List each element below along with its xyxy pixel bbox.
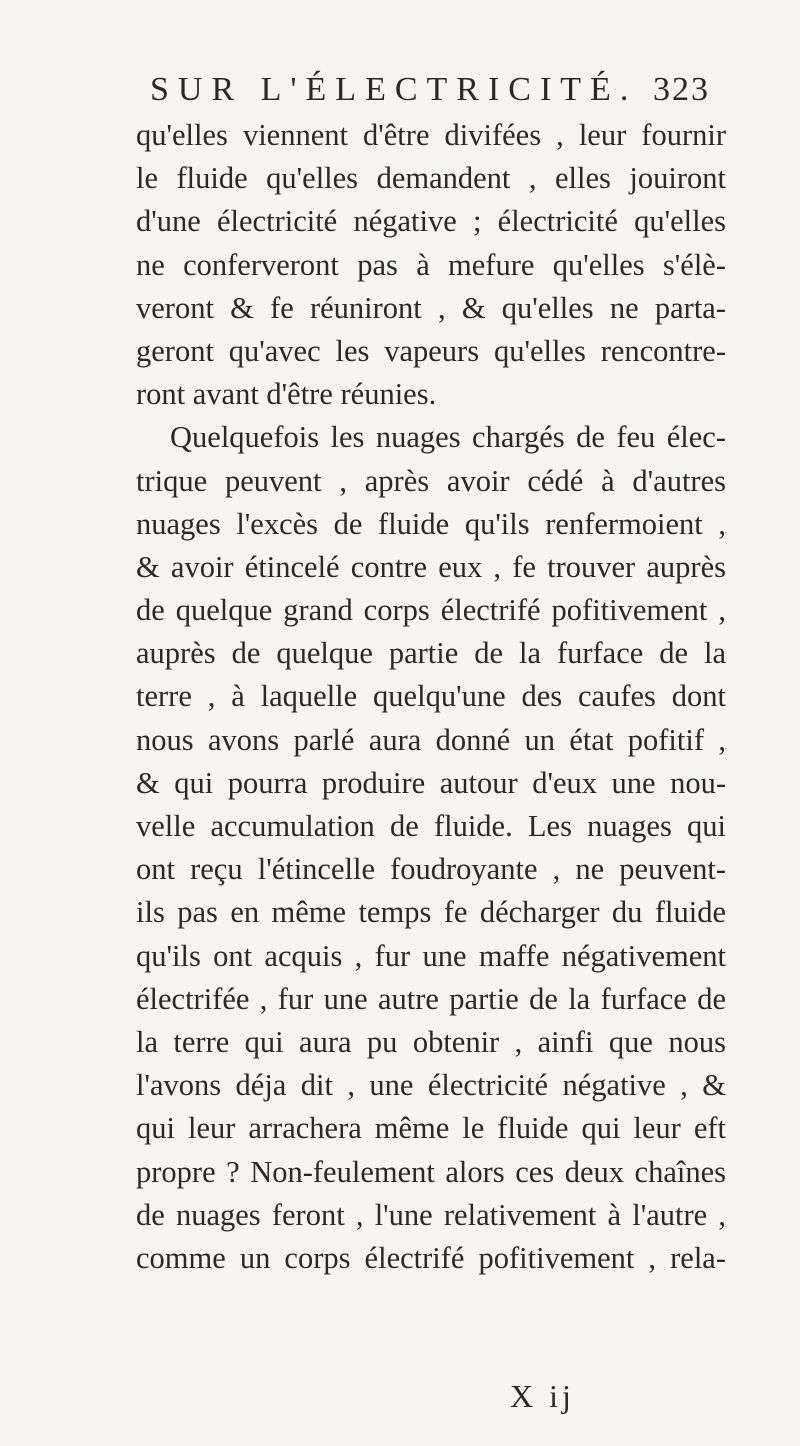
text-line: terre , à laquelle quelqu'une des caufes dont xyxy=(136,679,726,714)
text-line: ront avant d'être réunies. xyxy=(136,377,437,412)
body-text xyxy=(136,114,726,1280)
text-line: trique peuvent , après avoir cédé à d'autres xyxy=(136,463,726,498)
text-line: ne conferveront pas à mefure qu'elles s'élè- xyxy=(136,247,726,282)
text-line: qui leur arrachera même le fluide qui leur eft xyxy=(136,1111,726,1146)
text-line: qu'elles viennent d'être divifées , leur fournir xyxy=(136,118,726,152)
page-number: 323 xyxy=(653,71,710,108)
text-line: ils pas en même temps fe décharger du fluide xyxy=(136,895,726,930)
running-title: SUR L'ÉLECTRICITÉ. xyxy=(150,71,638,108)
text-line: d'une électricité négative ; électricité qu'elles xyxy=(136,204,726,239)
text-line: de nuages feront , l'une relativement à l'autre , xyxy=(136,1197,726,1232)
page-header xyxy=(150,68,710,118)
text-line: nous avons parlé aura donné un état pofitif , xyxy=(136,722,726,757)
text-line: comme un corps électrifé pofitivement , rela- xyxy=(136,1240,726,1275)
text-line: propre ? Non-feulement alors ces deux chaînes xyxy=(136,1154,726,1189)
signature-mark: X ij xyxy=(510,1378,575,1414)
text-line: auprès de quelque partie de la furface de la xyxy=(136,636,726,671)
text-line: veront & fe réuniront , & qu'elles ne parta- xyxy=(136,290,726,325)
text-line: velle accumulation de fluide. Les nuages qui xyxy=(136,809,726,843)
text-line: l'avons déja dit , une électricité négative , & xyxy=(136,1068,726,1103)
text-line: & avoir étincelé contre eux , fe trouver auprès xyxy=(136,549,726,584)
text-line: la terre qui aura pu obtenir , ainfi que nous xyxy=(136,1024,726,1059)
text-line: électrifée , fur une autre partie de la furface de xyxy=(136,981,726,1016)
text-line: ont reçu l'étincelle foudroyante , ne peuvent- xyxy=(136,852,726,887)
text-line: & qui pourra produire autour d'eux une nou- xyxy=(136,765,726,800)
text-line: Quelquefois les nuages chargés de feu élec- xyxy=(170,420,726,455)
text-line: geront qu'avec les vapeurs qu'elles rencontre- xyxy=(136,333,726,368)
text-line: nuages l'excès de fluide qu'ils renfermoient , xyxy=(136,506,726,541)
text-line: le fluide qu'elles demandent , elles jouiront xyxy=(136,161,726,196)
text-line: qu'ils ont acquis , fur une maffe négativement xyxy=(136,938,726,973)
text-line: de quelque grand corps électrifé pofitivement , xyxy=(136,593,726,628)
